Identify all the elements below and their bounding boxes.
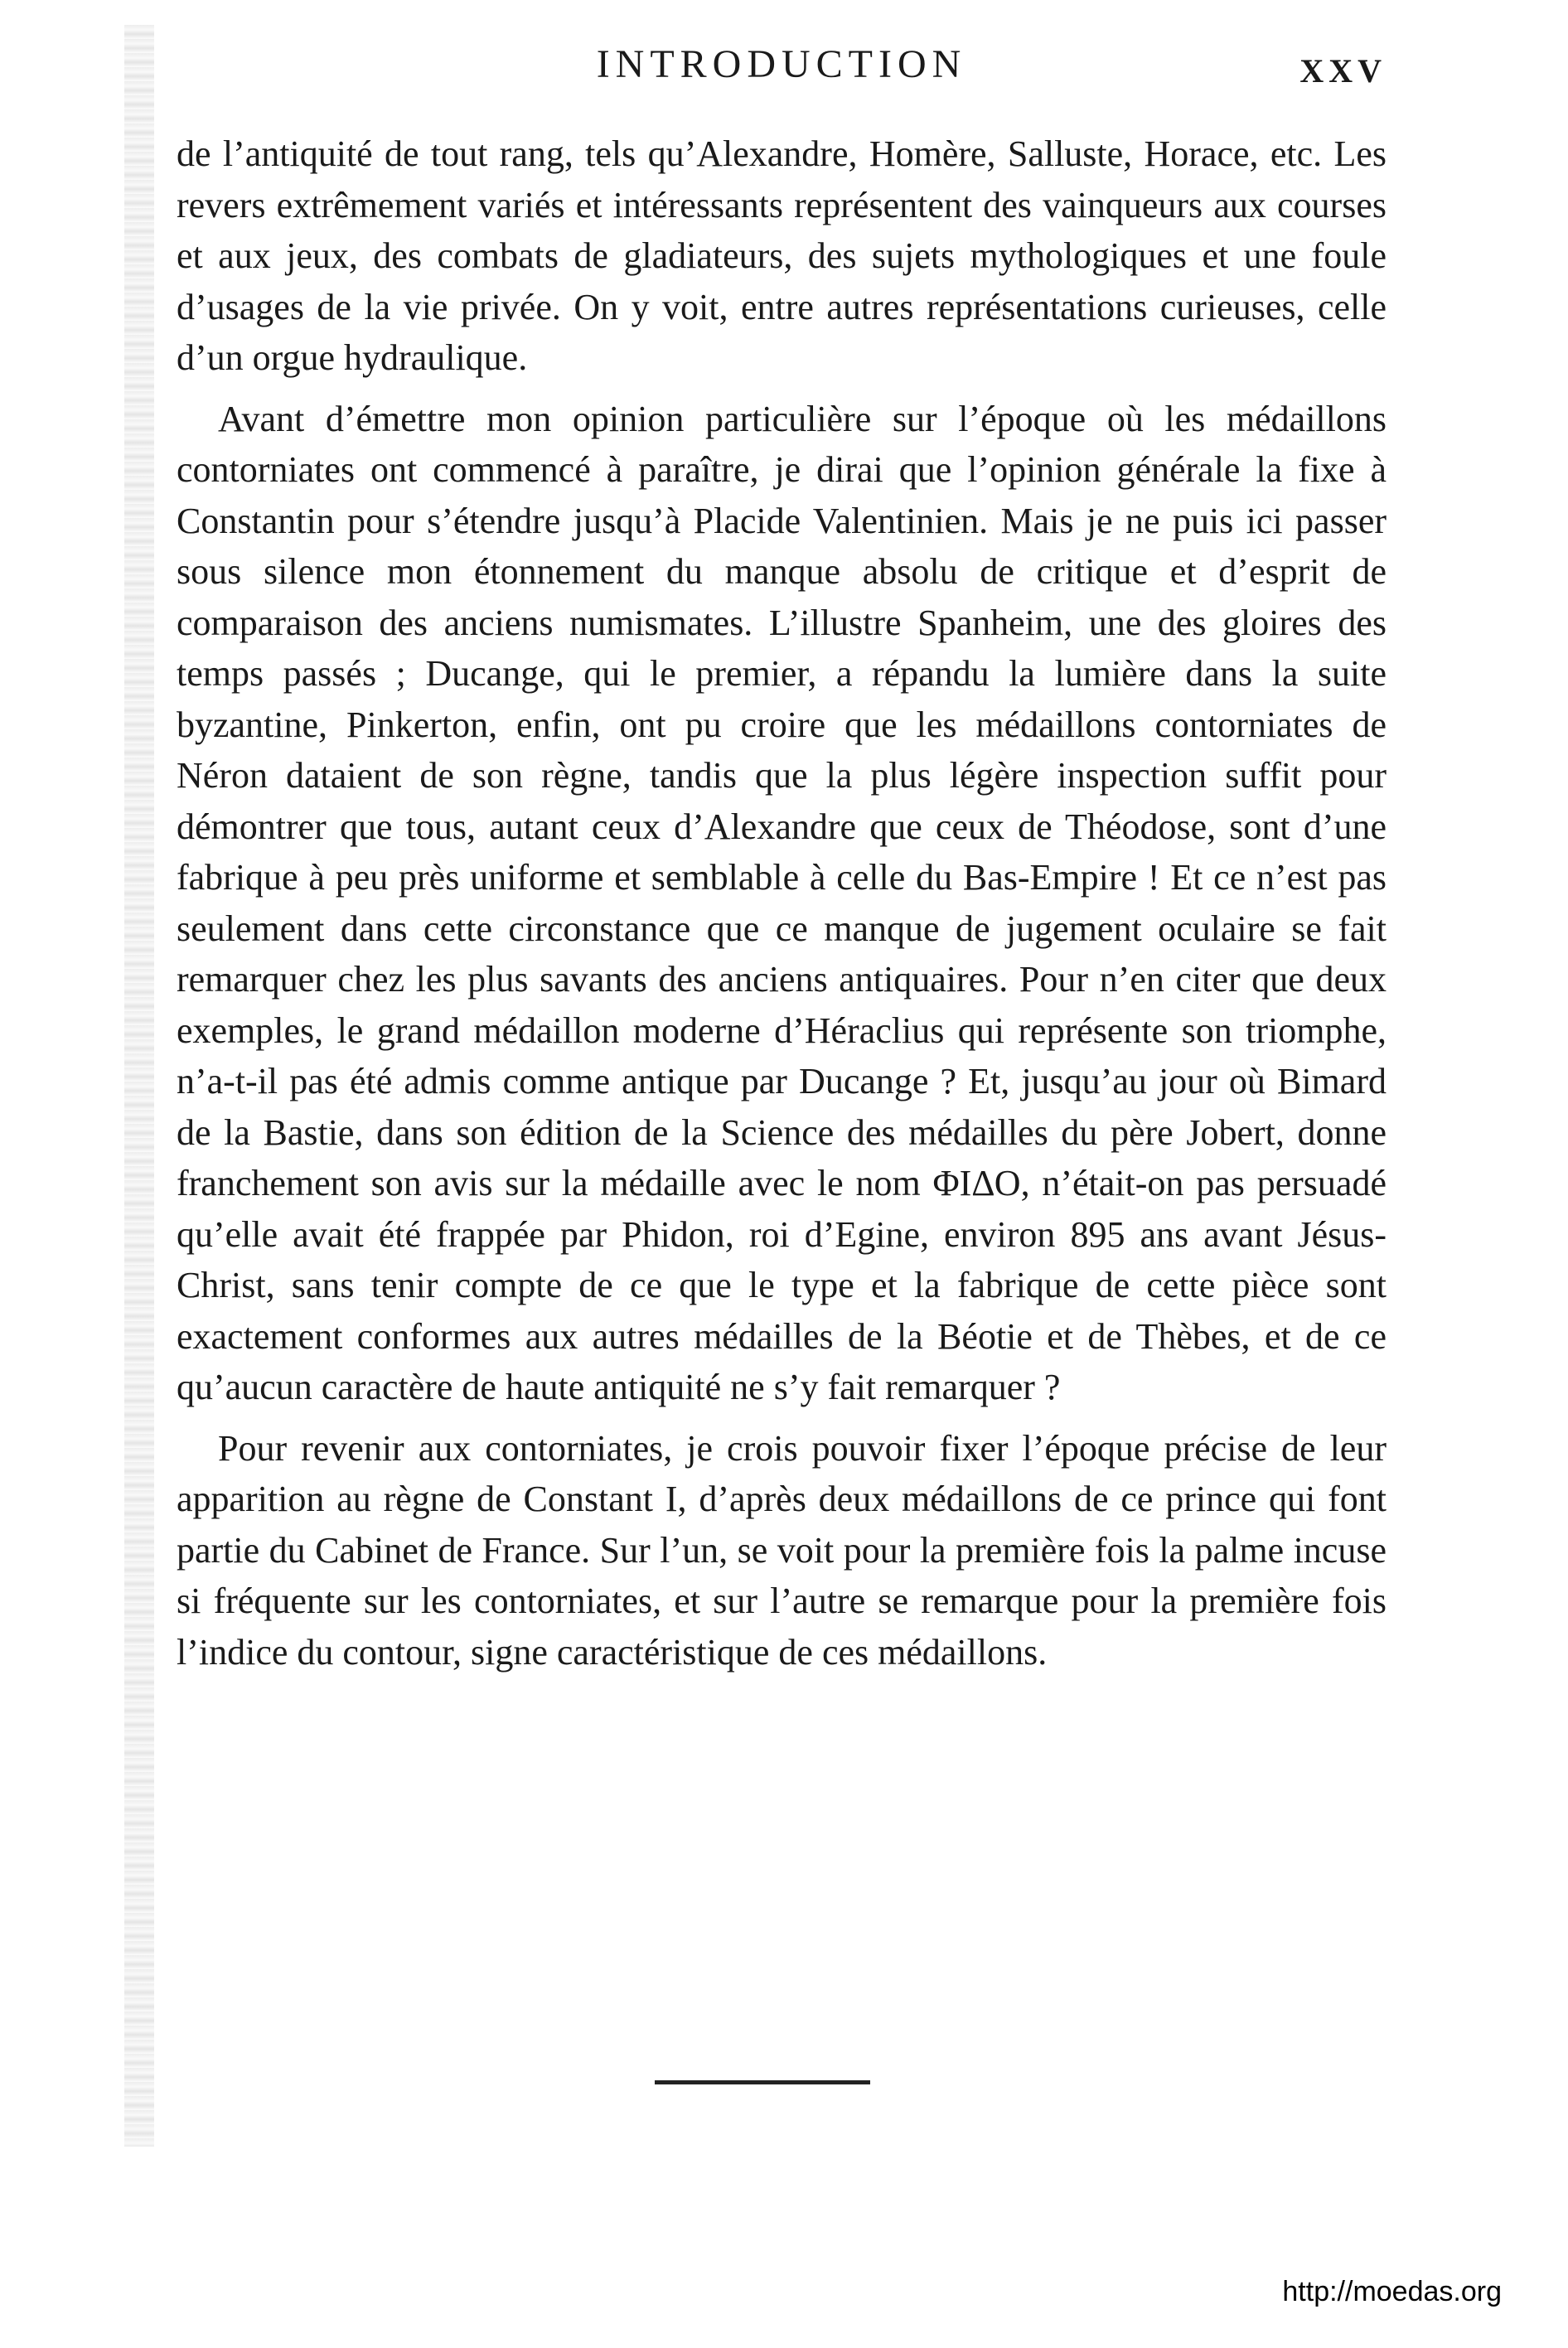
- source-watermark: http://moedas.org: [1282, 2276, 1502, 2307]
- paragraph-1: de l’antiquité de tout rang, tels qu’Alexandre, Homère, Salluste, Horace, etc. Les revers extrêmement variés et intéressants représentent des vainqueurs aux courses et aux jeux, des combats de gladiateurs, des sujets mythologiques et une foule d’usages de la vie privée. On y voit, entre autres représentations curieuses, celle d’un orgue hydraulique.: [177, 133, 1387, 378]
- page-header: [177, 35, 1387, 101]
- page-number: XXV: [1299, 52, 1387, 90]
- body-text: [177, 128, 1387, 1677]
- running-title: INTRODUCTION: [596, 42, 967, 86]
- scan-gutter-shadow: [124, 25, 154, 2147]
- paragraph-2: Avant d’émettre mon opinion particulière sur l’époque où les médaillons contorniates ont commencé à paraître, je dirai que l’opinion générale la fixe à Constantin pour s’étendre jusqu’à Placide Valentinien. Mais je ne puis ici passer sous silence mon étonnement du manque absolu de critique et d’esprit de comparaison des anciens numismates. L’illustre Spanheim, une des gloires des temps passés ; Ducange, qui le premier, a répandu la lumière dans la suite byzantine, Pinkerton, enfin, ont pu croire que les médaillons contorniates de Néron dataient de son règne, tandis que la plus légère inspection suffit pour démontrer que tous, autant ceux d’Alexandre que ceux de Théodose, sont d’une fabrique à peu près uniforme et semblable à celle du Bas-Empire ! Et ce n’est pas seulement dans cette circonstance que ce manque de jugement oculaire se fait remarquer chez les plus savants des anciens antiquaires. Pour n’en citer que deux exemples, le grand médaillon moderne d’Héraclius qui représente son triomphe, n’a-t-il pas été admis comme antique par Ducange ? Et, jusqu’au jour où Bimard de la Bastie, dans son édition de la Science des médailles du père Jobert, donne franchement son avis sur la médaille avec le nom ΦΙΔΟ, n’était-on pas persuadé qu’elle avait été frappée par Phidon, roi d’Egine, environ 895 ans avant Jésus-Christ, sans tenir compte de ce que le type et la fabrique de cette pièce sont exactement conformes aux autres médailles de la Béotie et de Thèbes, et de ce qu’aucun caractère de haute antiquité ne s’y fait remarquer ?: [177, 398, 1387, 1407]
- paragraph-3: Pour revenir aux contorniates, je crois pouvoir fixer l’époque précise de leur apparition au règne de Constant I, d’après deux médaillons de ce prince qui font partie du Cabinet de France. Sur l’un, se voit pour la première fois la palme incuse si fréquente sur les contorniates, et sur l’autre se remarque pour la première fois l’indice du contour, signe caractéristique de ces médaillons.: [177, 1427, 1387, 1673]
- section-end-rule: [655, 2080, 870, 2084]
